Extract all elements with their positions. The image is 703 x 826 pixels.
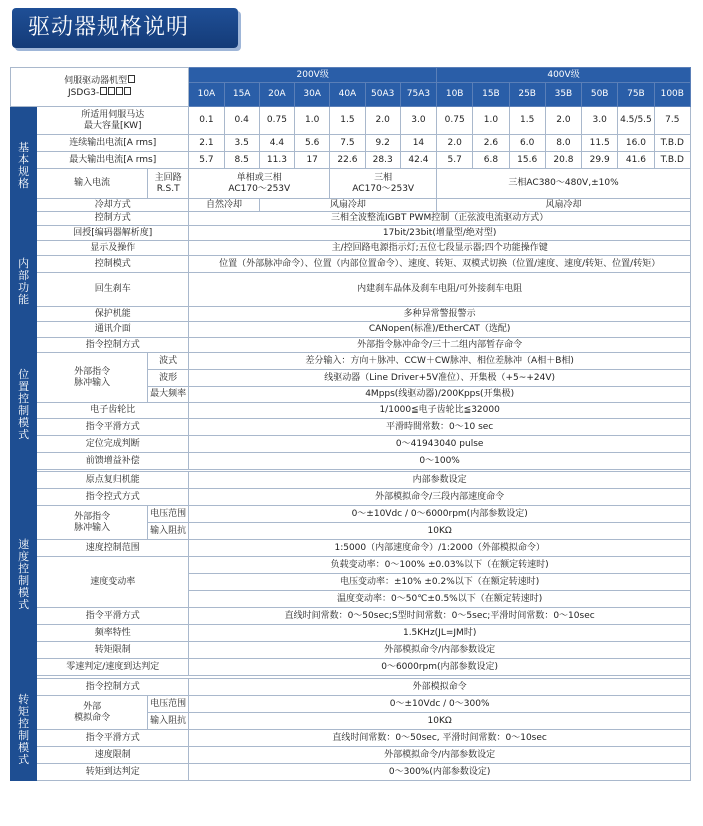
spd-cmd-value: 外部模拟命令/三段内部速度命令 xyxy=(189,489,691,506)
pos-waveform-label: 波形 xyxy=(147,370,188,387)
max-current-value: 5.7 xyxy=(437,152,473,169)
main-circuit-label: 主回路 R.S.T xyxy=(147,169,188,199)
input-current-label: 输入电流 xyxy=(37,169,148,199)
input-400v: 三相AC380～480V,±10% xyxy=(437,169,691,199)
trq-reach-value: 0～300%(内部参数设定) xyxy=(189,764,691,781)
section-basic: 基本规格 xyxy=(11,107,37,226)
spd-vrange-value: 0～±10Vdc / 0～6000rpm(内部参数设定) xyxy=(189,506,691,523)
pos-gear-value: 1/1000≦电子齿轮比≦32000 xyxy=(189,403,691,419)
motor-capacity-value: 1.5 xyxy=(509,107,545,135)
trq-vrange-value: 0～±10Vdc / 0～300% xyxy=(189,696,691,713)
max-current-value: 22.6 xyxy=(330,152,365,169)
pos-wave-value: 差分输入：方向＋脉冲、CCW＋CW脉冲、相位差脉冲（A相＋B相) xyxy=(189,353,691,370)
pos-freq-label: 最大频率 xyxy=(147,387,188,403)
model-200v: 15A xyxy=(224,83,259,107)
pos-cmd-method-label: 指令控制方式 xyxy=(37,338,189,353)
model-header-cell xyxy=(11,68,189,107)
motor-capacity-value: 2.0 xyxy=(545,107,581,135)
continuous-current-value: 8.0 xyxy=(545,135,581,152)
spd-freq-value: 1.5KHz(JL=JM时) xyxy=(189,625,691,642)
pos-freq-value: 4Mpps(线驱动器)/200Kpps(开集极) xyxy=(189,387,691,403)
continuous-current-label: 连续输出电流[A rms] xyxy=(37,135,189,152)
internal-row-value: 多种异常警报警示 xyxy=(189,307,691,322)
pos-ext-input-label: 外部指令 脉冲输入 xyxy=(37,353,148,403)
max-current-value: 28.3 xyxy=(365,152,400,169)
pos-ff-label: 前馈增益补偿 xyxy=(37,453,189,470)
motor-capacity-value: 7.5 xyxy=(654,107,690,135)
trq-vrange-label: 电压范围 xyxy=(147,696,188,713)
internal-row-value: 主/控回路电源指示灯;五位七段显示器;四个功能操作键 xyxy=(189,241,691,256)
max-current-value: 8.5 xyxy=(224,152,259,169)
model-400v: 50B xyxy=(582,83,618,107)
continuous-current-value: 4.4 xyxy=(259,135,294,152)
motor-capacity-value: 0.75 xyxy=(437,107,473,135)
continuous-current-value: 2.0 xyxy=(437,135,473,152)
internal-row-value: 内建刹车晶体及刹车电阻/可外接刹车电阻 xyxy=(189,273,691,307)
spd-smooth-value: 直线时间常数：0～50sec;S型时间常数：0～5sec;平滑时间常数：0～10sec xyxy=(189,608,691,625)
trq-speed-limit-label: 速度限制 xyxy=(37,747,189,764)
motor-capacity-value: 0.4 xyxy=(224,107,259,135)
internal-row-label: 回授[编码器解析度] xyxy=(37,226,189,241)
spd-range-label: 速度控制范围 xyxy=(37,540,189,557)
max-current-value: 29.9 xyxy=(582,152,618,169)
max-current-value: 5.7 xyxy=(189,152,224,169)
spec-table xyxy=(10,67,691,781)
max-current-value: 15.6 xyxy=(509,152,545,169)
motor-capacity-value: 2.0 xyxy=(365,107,400,135)
model-400v: 10B xyxy=(437,83,473,107)
continuous-current-value: 3.5 xyxy=(224,135,259,152)
spd-zero-label: 零速判定/速度到达判定 xyxy=(37,659,189,676)
model-400v: 100B xyxy=(654,83,690,107)
max-current-value: 41.6 xyxy=(618,152,654,169)
max-current-value: 17 xyxy=(295,152,330,169)
page-title: 驱动器规格说明 xyxy=(12,8,238,48)
model-400v: 15B xyxy=(473,83,509,107)
internal-row-value: CANopen(标准)/EtherCAT（选配) xyxy=(189,322,691,338)
pos-smooth-value: 平滑時間常数：0～10 sec xyxy=(189,419,691,436)
spd-imp-value: 10KΩ xyxy=(189,523,691,540)
max-current-label: 最大输出电流[A rms] xyxy=(37,152,189,169)
control-method-value: 三相全波整流IGBT PWM控制（正弦波电流驱动方式） xyxy=(189,212,691,226)
internal-row-label: 控制模式 xyxy=(37,256,189,273)
model-400v: 35B xyxy=(545,83,581,107)
cooling-fan-200v: 风扇冷却 xyxy=(259,199,436,212)
section-position: 位置控制模式 xyxy=(11,338,37,472)
motor-capacity-value: 1.0 xyxy=(295,107,330,135)
model-label-1: 伺服驱动器机型 xyxy=(64,76,128,86)
pos-ff-value: 0～100% xyxy=(189,453,691,470)
motor-capacity-value: 1.5 xyxy=(330,107,365,135)
spd-freq-label: 频率特性 xyxy=(37,625,189,642)
internal-row-value: 17bit/23bit(增量型/绝对型) xyxy=(189,226,691,241)
pos-smooth-label: 指令平滑方式 xyxy=(37,419,189,436)
continuous-current-value: 7.5 xyxy=(330,135,365,152)
group-200v: 200V级 xyxy=(189,68,437,83)
trq-speed-limit-value: 外部模拟命令/内部参数设定 xyxy=(189,747,691,764)
internal-row-label: 显示及操作 xyxy=(37,241,189,256)
motor-capacity-label: 所适用伺服马达 最大容量[KW] xyxy=(37,107,189,135)
max-current-value: 42.4 xyxy=(400,152,436,169)
trq-imp-label: 输入阻抗 xyxy=(147,713,188,730)
pos-cmd-method-value: 外部指令脉冲命令/三十二组内部暂存命令 xyxy=(189,338,691,353)
section-speed: 速度控制模式 xyxy=(11,472,37,679)
continuous-current-value: 2.1 xyxy=(189,135,224,152)
cooling-fan-400v: 风扇冷却 xyxy=(437,199,691,212)
internal-row-label: 通讯介面 xyxy=(37,322,189,338)
continuous-current-value: 5.6 xyxy=(295,135,330,152)
model-200v: 10A xyxy=(189,83,224,107)
motor-capacity-value: 3.0 xyxy=(582,107,618,135)
trq-smooth-label: 指令平滑方式 xyxy=(37,730,189,747)
model-400v: 25B xyxy=(509,83,545,107)
model-200v: 75A3 xyxy=(400,83,436,107)
pos-gear-label: 电子齿轮比 xyxy=(37,403,189,419)
trq-reach-label: 转矩到达判定 xyxy=(37,764,189,781)
internal-row-value: 位置（外部脉冲命令）、位置（内部位置命令）、速度、转矩、双模式切换（位置/速度、速度/转矩、位置/转矩） xyxy=(189,256,691,273)
trq-imp-value: 10KΩ xyxy=(189,713,691,730)
spd-torque-limit-value: 外部模拟命令/内部参数设定 xyxy=(189,642,691,659)
max-current-value: 11.3 xyxy=(259,152,294,169)
spd-ext-input-label: 外部指令 脉冲输入 xyxy=(37,506,148,540)
model-200v: 30A xyxy=(295,83,330,107)
spd-zero-value: 0～6000rpm(内部参数设定) xyxy=(189,659,691,676)
max-current-value: 6.8 xyxy=(473,152,509,169)
section-torque: 转矩控制模式 xyxy=(11,679,37,781)
model-200v: 50A3 xyxy=(365,83,400,107)
trq-smooth-value: 直线时间常数：0～50sec, 平滑时间常数：0～10sec xyxy=(189,730,691,747)
input-200v-three: 三相 AC170～253V xyxy=(330,169,437,199)
spd-var-volt: 电压变动率：±10% ±0.2%以下（在额定转速时) xyxy=(189,574,691,591)
spd-range-value: 1:5000（内部速度命令）/1:2000（外部模拟命令） xyxy=(189,540,691,557)
continuous-current-value: 2.6 xyxy=(473,135,509,152)
continuous-current-value: 11.5 xyxy=(582,135,618,152)
internal-row-label: 回生刹车 xyxy=(37,273,189,307)
group-400v: 400V级 xyxy=(437,68,691,83)
model-200v: 40A xyxy=(330,83,365,107)
spd-home-label: 原点复归机能 xyxy=(37,472,189,489)
motor-capacity-value: 0.75 xyxy=(259,107,294,135)
internal-row-label: 保护机能 xyxy=(37,307,189,322)
pos-done-value: 0～41943040 pulse xyxy=(189,436,691,453)
trq-ext-label: 外部 模拟命令 xyxy=(37,696,148,730)
model-400v: 75B xyxy=(618,83,654,107)
motor-capacity-value: 1.0 xyxy=(473,107,509,135)
max-current-value: 20.8 xyxy=(545,152,581,169)
spd-var-label: 速度变动率 xyxy=(37,557,189,608)
spd-cmd-label: 指令控式方式 xyxy=(37,489,189,506)
pos-wave-label: 波式 xyxy=(147,353,188,370)
cooling-natural: 自然冷却 xyxy=(189,199,260,212)
control-method-label: 控制方式 xyxy=(37,212,189,226)
spd-imp-label: 输入阻抗 xyxy=(147,523,188,540)
spd-var-temp: 温度变动率：0～50℃±0.5%以下（在额定转速时) xyxy=(189,591,691,608)
cooling-label: 冷却方式 xyxy=(37,199,189,212)
trq-cmd-label: 指令控制方式 xyxy=(37,679,189,696)
spd-torque-limit-label: 转矩限制 xyxy=(37,642,189,659)
spd-var-load: 负载变动率：0～100% ±0.03%以下（在额定转速时) xyxy=(189,557,691,574)
spd-vrange-label: 电压范围 xyxy=(147,506,188,523)
spd-home-value: 内部参数设定 xyxy=(189,472,691,489)
input-200v-single-three: 单相或三相 AC170～253V xyxy=(189,169,330,199)
motor-capacity-value: 4.5/5.5 xyxy=(618,107,654,135)
spd-smooth-label: 指令平滑方式 xyxy=(37,608,189,625)
max-current-value: T.B.D xyxy=(654,152,690,169)
model-label-2: JSDG3- xyxy=(68,88,100,98)
continuous-current-value: 16.0 xyxy=(618,135,654,152)
motor-capacity-value: 0.1 xyxy=(189,107,224,135)
motor-capacity-value: 3.0 xyxy=(400,107,436,135)
pos-done-label: 定位完成判断 xyxy=(37,436,189,453)
continuous-current-value: 14 xyxy=(400,135,436,152)
trq-cmd-value: 外部模拟命令 xyxy=(189,679,691,696)
continuous-current-value: T.B.D xyxy=(654,135,690,152)
continuous-current-value: 6.0 xyxy=(509,135,545,152)
section-internal: 内部功能 xyxy=(11,226,37,338)
continuous-current-value: 9.2 xyxy=(365,135,400,152)
model-placeholder-boxes xyxy=(99,88,131,98)
model-200v: 20A xyxy=(259,83,294,107)
model-placeholder-box xyxy=(128,75,135,83)
pos-waveform-value: 线驱动器（Line Driver+5V准位）、开集极（+5~+24V) xyxy=(189,370,691,387)
